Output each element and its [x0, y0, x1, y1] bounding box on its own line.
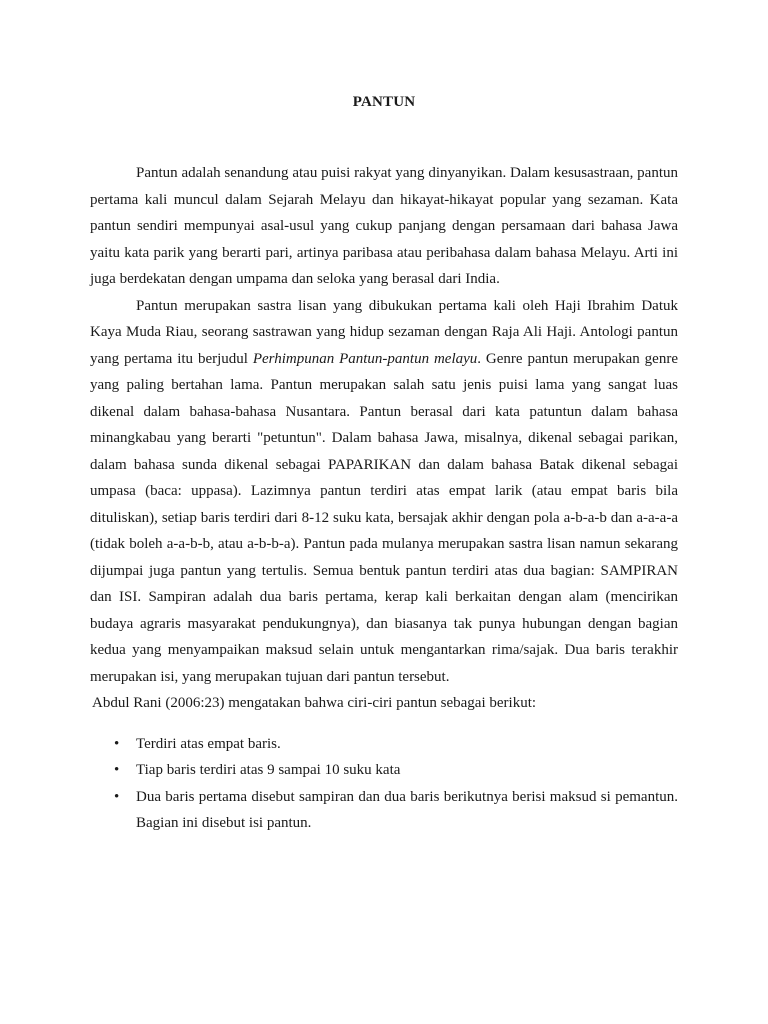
list-item	[90, 757, 678, 784]
paragraph-definition: Pantun adalah senandung atau puisi rakyat yang dinyanyikan. Dalam kesusastraan, pantun pertama kali muncul dalam Sejarah Melayu dan hikayat-hikayat popular yang sezaman. Kata pantun sendiri mempunyai asal-usul yang cukup panjang dengan persamaan dari bahasa Jawa yaitu kata parik yang berarti pari, artinya paribasa atau peribahasa dalam bahasa Melayu. Arti ini juga berdekatan dengan umpama dan seloka yang berasal dari India.	[90, 165, 678, 287]
paragraph-history	[90, 293, 678, 691]
characteristics-list	[90, 731, 678, 837]
list-item-text: Tiap baris terdiri atas 9 sampai 10 suku kata	[136, 762, 401, 778]
list-item-text: Terdiri atas empat baris.	[136, 735, 281, 752]
paragraph-history-text-start: Pantun merupakan sastra lisan yang dibukukan pertama kali oleh Haji Ibrahim Datuk Kaya Muda Riau, seorang sastrawan yang hidup sezaman dengan Raja Ali Haji. Antologi pantun yang pertama itu berjudul	[90, 297, 678, 367]
list-item	[90, 731, 678, 758]
bullet-icon: •	[114, 762, 120, 778]
list-item-text: Dua baris pertama disebut sampiran dan dua baris berikutnya berisi maksud si pemantun. Bagian ini disebut isi pantun.	[136, 788, 678, 831]
paragraph-history-text-end: . Genre pantun merupakan genre yang paling bertahan lama. Pantun merupakan salah satu jenis puisi lama yang sangat luas dikenal dalam bahasa-bahasa Nusantara. Pantun berasal dari kata patuntun dalam bahasa minangkabau yang berarti "petuntun". Dalam bahasa Jawa, misalnya, dikenal sebagai parikan, dalam bahasa sunda dikenal sebagai PAPARIKAN dan dalam bahasa Batak dikenal sebagai umpasa (baca: uppasa). Lazimnya pantun terdiri atas empat larik (atau empat baris bila dituliskan), setiap baris terdiri dari 8-12 suku kata, bersajak akhir dengan pola a-b-a-b dan a-a-a-a (tidak boleh a-a-b-b, atau a-b-b-a). Pantun pada mulanya merupakan sastra lisan namun sekarang dijumpai juga pantun yang tertulis. Semua bentuk pantun terdiri atas dua bagian: SAMPIRAN dan ISI. Sampiran adalah dua baris pertama, kerap kali berkaitan dengan alam (mencirikan budaya agraris masyarakat pendukungnya), dan biasanya tak punya hubungan dengan bagian kedua yang menyampaikan maksud selain untuk mengantarkan rima/sajak. Dua baris terakhir merupakan isi, yang merupakan tujuan dari pantun tersebut.	[90, 350, 678, 685]
bullet-icon: •	[114, 735, 120, 752]
anthology-title: Perhimpunan Pantun-pantun melayu	[252, 350, 478, 367]
paragraph-citation: Abdul Rani (2006:23) mengatakan bahwa ciri-ciri pantun sebagai berikut:	[92, 695, 537, 711]
list-item	[90, 784, 678, 837]
bullet-icon: •	[114, 788, 120, 805]
document-title: PANTUN	[352, 94, 416, 110]
document-body	[90, 160, 678, 837]
